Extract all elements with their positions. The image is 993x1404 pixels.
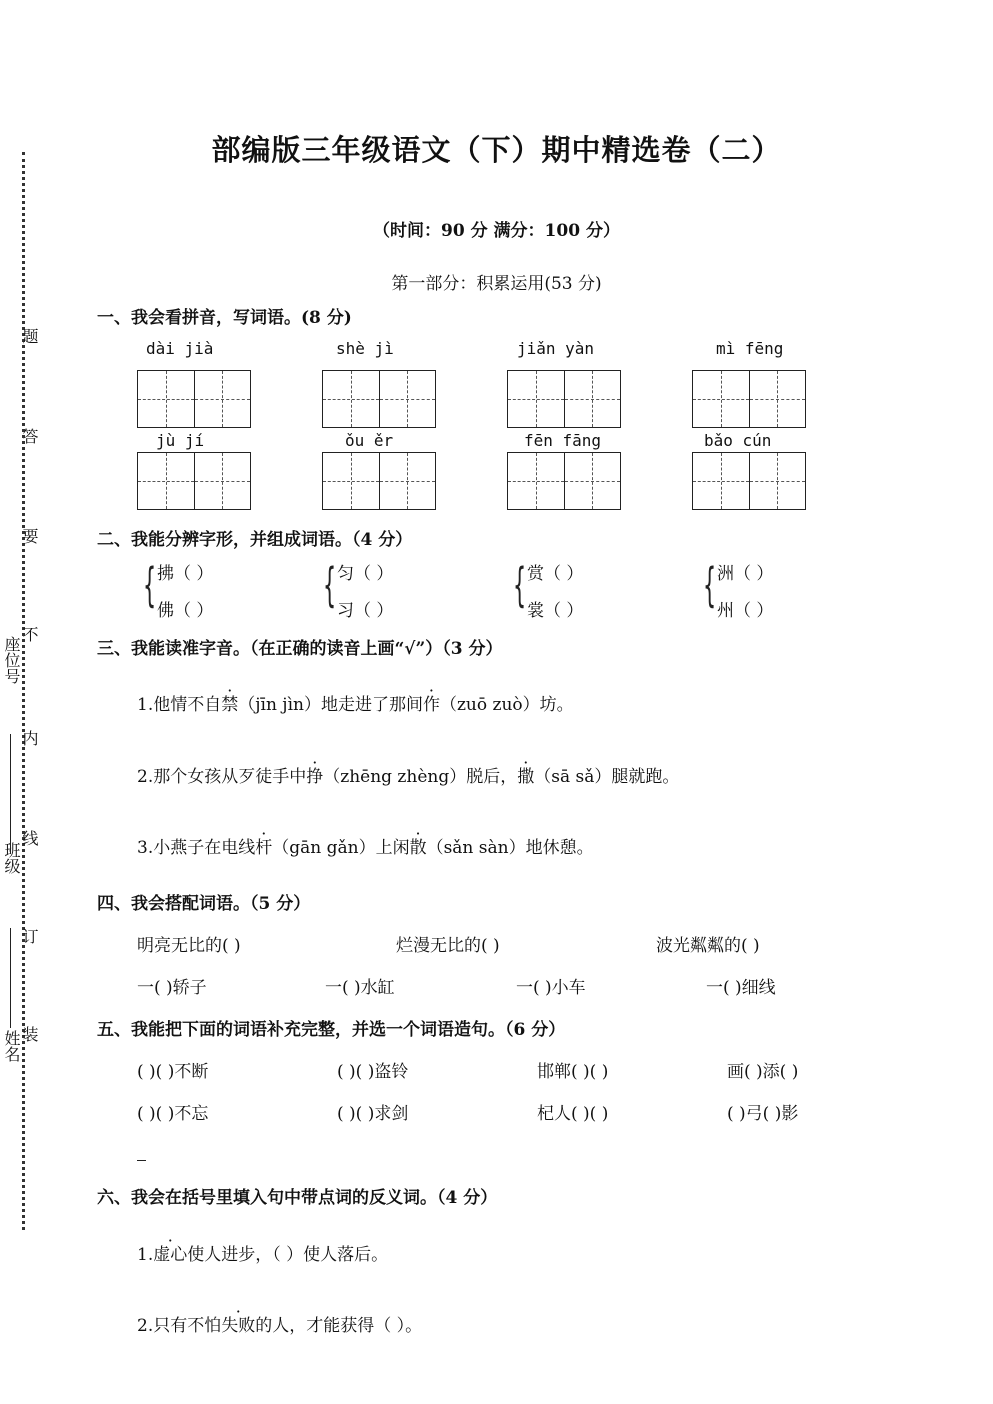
section-2-heading: 二、我能分辨字形，并组成词语。（4 分） (97, 530, 413, 550)
writing-grid[interactable] (507, 370, 621, 428)
margin-label-yao: 要 (20, 528, 39, 544)
section-4-heading: 四、我会搭配词语。（5 分） (97, 894, 311, 914)
pinyin-4: mì fēng (716, 339, 784, 358)
section-6-heading: 六、我会在括号里填入句中带点词的反义词。（4 分） (97, 1188, 498, 1208)
writing-grid[interactable] (692, 370, 806, 428)
pinyin-2: shè jì (336, 339, 394, 358)
writing-grid[interactable] (692, 452, 806, 510)
binding-dotted-line (22, 152, 25, 1230)
pinyin-5: jù jí (156, 431, 205, 450)
name-blank[interactable] (10, 928, 11, 1028)
measure-word-item[interactable]: 一( )细线 (706, 978, 776, 998)
part-one-heading: 第一部分：积累运用(53 分) (391, 274, 602, 294)
pinyin-6: ǒu ěr (345, 431, 394, 450)
margin-label-ti: 题 (20, 328, 39, 344)
brace-icon: { (143, 558, 157, 612)
reading-question-2[interactable]: 2.那个女孩从歹徒手中挣（zhēng zhèng）脱后，撒（sā sǎ）腿就跑。 (137, 767, 680, 787)
pinyin-1: dài jià (146, 339, 214, 358)
brace-icon: { (703, 558, 717, 612)
writing-grid[interactable] (322, 452, 436, 510)
match-item[interactable]: 烂漫无比的( ) (396, 936, 500, 956)
brace-icon: { (513, 558, 527, 612)
measure-word-item[interactable]: 一( )小车 (516, 978, 586, 998)
margin-label-zhuang: 装 (20, 1026, 39, 1042)
idiom-item[interactable]: 画( )添( ) (727, 1062, 799, 1082)
antonym-question-1[interactable]: 1.虚心使人进步，（ ）使人落后。 (137, 1245, 389, 1265)
idiom-item[interactable]: ( )弓( )影 (727, 1104, 799, 1124)
margin-label-nei: 内 (20, 730, 39, 746)
writing-grid[interactable] (507, 452, 621, 510)
idiom-item[interactable]: ( )( )不断 (137, 1062, 209, 1082)
writing-grid[interactable] (322, 370, 436, 428)
sentence-answer-line[interactable] (137, 1160, 146, 1161)
idiom-item[interactable]: ( )( )盗铃 (337, 1062, 409, 1082)
match-item[interactable]: 明亮无比的( ) (137, 936, 241, 956)
pinyin-7: fēn fāng (524, 431, 602, 450)
idiom-item[interactable]: ( )( )不忘 (137, 1104, 209, 1124)
seat-number-label: 座位号 (2, 636, 21, 684)
margin-label-bu: 不 (20, 626, 39, 642)
class-label: 班级 (2, 842, 21, 874)
writing-grid[interactable] (137, 452, 251, 510)
word-pair-bottom[interactable]: 裳（ ） (527, 601, 584, 621)
exam-time-score: （时间：90 分 满分：100 分） (373, 221, 620, 241)
name-label: 姓名 (2, 1030, 21, 1062)
page-title: 部编版三年级语文（下）期中精选卷（二） (211, 133, 782, 167)
idiom-item[interactable]: 杞人( )( ) (537, 1104, 609, 1124)
pinyin-8: bǎo cún (704, 431, 772, 450)
section-5-heading: 五、我能把下面的词语补充完整，并选一个词语造句。（6 分） (97, 1020, 566, 1040)
margin-label-ding: 订 (20, 928, 39, 944)
idiom-item[interactable]: 邯郸( )( ) (537, 1062, 609, 1082)
writing-grid[interactable] (137, 370, 251, 428)
match-item[interactable]: 波光粼粼的( ) (656, 936, 760, 956)
reading-question-1[interactable]: 1.他情不自禁（jīn jìn）地走进了那间作（zuō zuò）坊。 (137, 695, 574, 715)
word-pair-top[interactable]: 匀（ ） (337, 564, 394, 584)
idiom-item[interactable]: ( )( )求剑 (337, 1104, 409, 1124)
section-1-heading: 一、我会看拼音，写词语。(8 分) (97, 308, 352, 328)
pinyin-3: jiǎn yàn (517, 339, 595, 358)
word-pair-bottom[interactable]: 佛（ ） (157, 601, 214, 621)
margin-label-da: 答 (20, 428, 39, 444)
word-pair-top[interactable]: 赏（ ） (527, 564, 584, 584)
measure-word-item[interactable]: 一( )水缸 (325, 978, 395, 998)
word-pair-top[interactable]: 拂（ ） (157, 564, 214, 584)
word-pair-bottom[interactable]: 州（ ） (717, 601, 774, 621)
section-3-heading: 三、我能读准字音。（在正确的读音上画“√”）（3 分） (97, 639, 503, 659)
brace-icon: { (323, 558, 337, 612)
class-blank[interactable] (10, 734, 11, 854)
measure-word-item[interactable]: 一( )轿子 (137, 978, 207, 998)
word-pair-top[interactable]: 洲（ ） (717, 564, 774, 584)
word-pair-bottom[interactable]: 习（ ） (337, 601, 394, 621)
antonym-question-2[interactable]: 2.只有不怕失败的人，才能获得（ ）。 (137, 1316, 423, 1336)
reading-question-3[interactable]: 3.小燕子在电线杆（gān gǎn）上闲散（sǎn sàn）地休憩。 (137, 838, 594, 858)
margin-label-xian: 线 (20, 830, 39, 846)
